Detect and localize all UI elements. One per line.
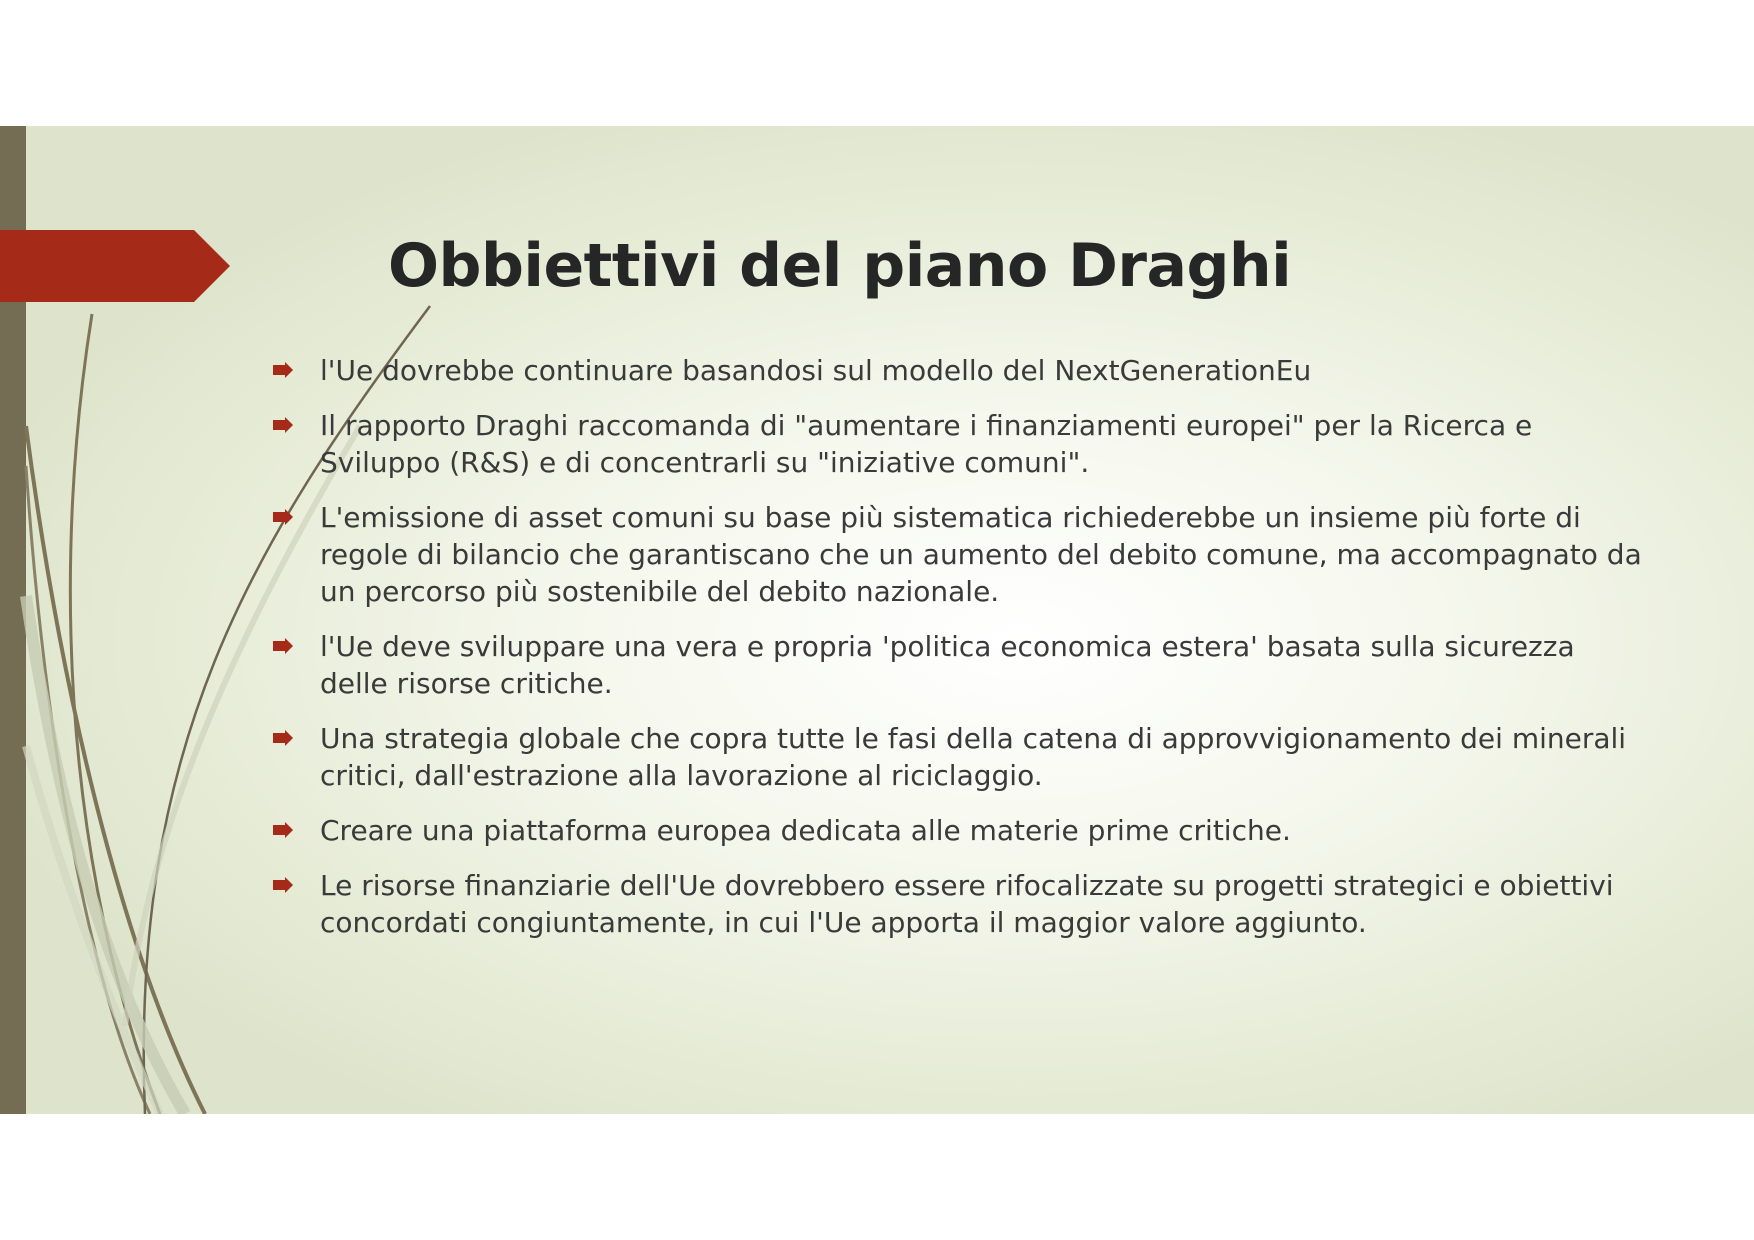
arrow-bullet-icon [273, 822, 293, 838]
bullet-text: Creare una piattaforma europea dedicata alle materie prime critiche. [320, 814, 1291, 847]
bullet-item [270, 499, 1650, 610]
arrow-bullet-icon [273, 877, 293, 893]
bullet-list [270, 352, 1650, 959]
bullet-item [270, 720, 1650, 794]
title-accent-arrow [0, 230, 230, 302]
slide-title: Obbiettivi del piano Draghi [388, 231, 1292, 301]
bullet-text: L'emissione di asset comuni su base più sistematica richiederebbe un insieme più forte di regole di bilancio che garantiscano che un aumento del debito comune, ma accompagnato da un percorso più sostenibile del debito nazionale. [320, 501, 1642, 608]
arrow-bullet-icon [273, 417, 293, 433]
bullet-item [270, 352, 1650, 389]
arrow-bullet-icon [273, 362, 293, 378]
bullet-item [270, 407, 1650, 481]
bullet-text: Una strategia globale che copra tutte le fasi della catena di approvvigionamento dei minerali critici, dall'estrazione alla lavorazione al riciclaggio. [320, 722, 1627, 792]
bullet-text: l'Ue dovrebbe continuare basandosi sul modello del NextGenerationEu [320, 354, 1312, 387]
bullet-item [270, 812, 1650, 849]
arrow-bullet-icon [273, 730, 293, 746]
slide [0, 126, 1754, 1114]
bullet-text: l'Ue deve sviluppare una vera e propria 'politica economica estera' basata sulla sicurezza delle risorse critiche. [320, 630, 1575, 700]
bullet-text: Il rapporto Draghi raccomanda di "aumentare i finanziamenti europei" per la Ricerca e Sviluppo (R&S) e di concentrarli su "iniziative comuni". [320, 409, 1533, 479]
bullet-item [270, 867, 1650, 941]
arrow-bullet-icon [273, 638, 293, 654]
bullet-text: Le risorse finanziarie dell'Ue dovrebbero essere rifocalizzate su progetti strategici e obiettivi concordati congiuntamente, in cui l'Ue apporta il maggior valore aggiunto. [320, 869, 1614, 939]
arrow-bullet-icon [273, 509, 293, 525]
bullet-item [270, 628, 1650, 702]
